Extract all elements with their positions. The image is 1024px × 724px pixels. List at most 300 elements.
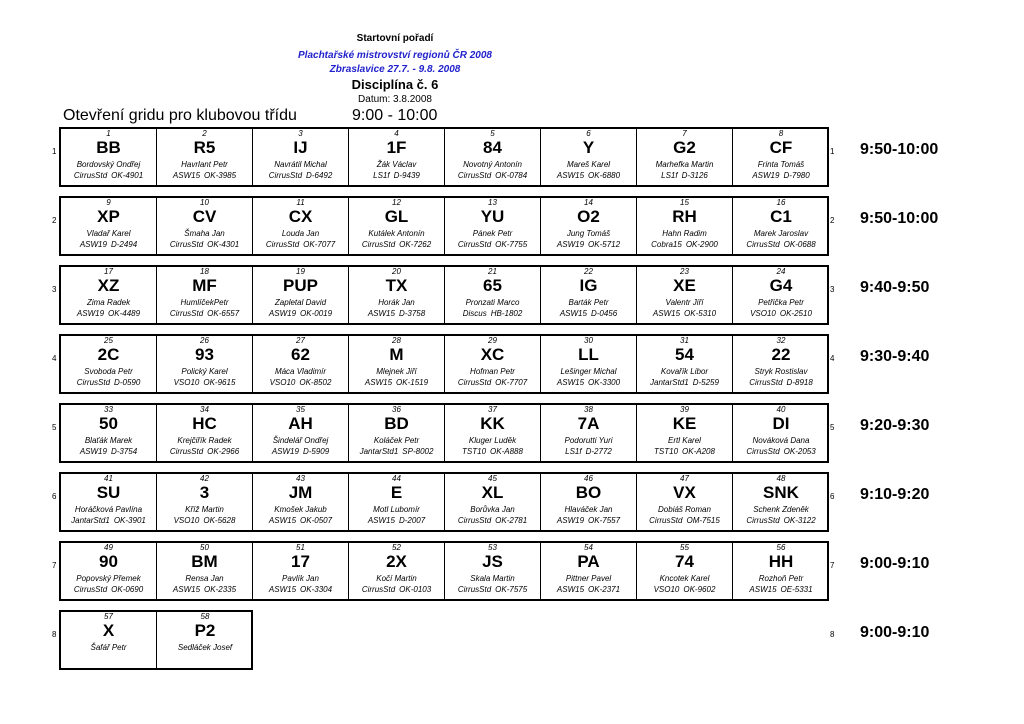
start-cell xyxy=(349,543,445,599)
pilot-name: Marhefka Martin xyxy=(655,160,714,169)
glider-registration: OK-0103 xyxy=(399,585,432,594)
glider-info xyxy=(61,447,156,456)
glider-info xyxy=(157,585,252,594)
start-number: 28 xyxy=(392,336,401,345)
document-title: Startovní pořadí xyxy=(356,33,434,44)
glider-info xyxy=(349,309,444,318)
glider-info xyxy=(637,447,732,456)
start-number: 43 xyxy=(296,474,305,483)
pilot-name: Polický Karel xyxy=(181,367,228,376)
pilot-name: Krejčiřík Radek xyxy=(177,436,232,445)
start-cell xyxy=(733,543,829,599)
start-number: 20 xyxy=(392,267,401,276)
competition-id: X xyxy=(102,621,115,640)
row-frame xyxy=(59,541,829,601)
glider-info xyxy=(541,585,636,594)
competition-id: R5 xyxy=(193,138,216,157)
glider-type: LS1f xyxy=(661,171,678,180)
glider-type: CirrusStd xyxy=(169,447,204,456)
row-number-left: 2 xyxy=(52,216,57,225)
start-number: 32 xyxy=(776,336,786,345)
start-cell xyxy=(637,198,733,254)
pilot-name: Dobiáš Roman xyxy=(658,505,711,514)
competition-id: BB xyxy=(96,138,121,157)
glider-info xyxy=(445,309,540,318)
glider-registration: OK-7557 xyxy=(588,516,621,525)
pilot-name: Máca Vladimír xyxy=(274,367,327,376)
glider-registration: OK-6880 xyxy=(588,171,621,180)
start-cell xyxy=(733,405,829,461)
start-number: 50 xyxy=(200,543,209,552)
start-number: 11 xyxy=(296,198,305,207)
competition-id: Y xyxy=(582,138,595,157)
pilot-name: Pavlík Jan xyxy=(282,574,319,583)
glider-type: CirrusStd xyxy=(746,516,780,525)
glider-registration: OE-5331 xyxy=(780,585,813,594)
pilot-name: Vladař Karel xyxy=(86,229,131,238)
glider-type: CirrusStd xyxy=(76,378,111,387)
start-cell xyxy=(253,474,349,530)
start-number: 16 xyxy=(776,198,786,207)
glider-info xyxy=(541,240,636,249)
pilot-name: Louda Jan xyxy=(281,229,320,238)
glider-type: ASW15 xyxy=(268,516,297,525)
glider-registration: OK-7262 xyxy=(399,240,432,249)
glider-registration: D-0456 xyxy=(590,309,618,318)
competition-id: IJ xyxy=(293,138,308,157)
start-cell xyxy=(733,336,829,392)
row-number-left: 5 xyxy=(52,423,57,432)
competition-id: 7A xyxy=(577,414,600,433)
pilot-name: Pittner Pavel xyxy=(565,574,612,583)
start-number: 23 xyxy=(680,267,689,276)
pilot-name: Popovský Přemek xyxy=(76,574,141,583)
glider-registration: OK-0688 xyxy=(783,240,816,249)
glider-type: VSO10 xyxy=(750,309,776,318)
competition-id: 22 xyxy=(771,345,791,364)
glider-registration: OK-2053 xyxy=(783,447,816,456)
glider-registration: OK-3122 xyxy=(783,516,816,525)
start-number: 37 xyxy=(488,405,497,414)
glider-registration: OK-2900 xyxy=(685,240,718,249)
pilot-name: Blaťák Marek xyxy=(84,436,133,445)
start-number: 5 xyxy=(490,129,495,138)
glider-registration: D-3754 xyxy=(110,447,138,456)
start-cell xyxy=(61,543,157,599)
row-number-left: 6 xyxy=(52,492,57,501)
pilot-name: Jung Tomáš xyxy=(566,229,611,238)
glider-type: Discus xyxy=(462,309,487,318)
glider-info xyxy=(157,309,252,318)
start-number: 33 xyxy=(104,405,113,414)
glider-registration: HB-1802 xyxy=(490,309,523,318)
glider-type: ASW15 xyxy=(556,171,585,180)
glider-type: ASW15 xyxy=(172,171,201,180)
start-cell xyxy=(445,267,541,323)
row-number-right: 1 xyxy=(830,147,835,156)
row-number-left: 7 xyxy=(52,561,57,570)
row-frame xyxy=(59,610,253,670)
row-number-left: 8 xyxy=(52,630,57,639)
glider-info xyxy=(349,171,444,180)
start-number: 21 xyxy=(488,267,497,276)
competition-id: E xyxy=(390,483,403,502)
glider-registration: OK-2371 xyxy=(588,585,621,594)
glider-info xyxy=(445,516,540,525)
competition-id: LL xyxy=(578,345,599,364)
start-cell xyxy=(541,405,637,461)
start-number: 27 xyxy=(296,336,305,345)
start-number: 24 xyxy=(776,267,786,276)
glider-registration: OK-2966 xyxy=(207,447,240,456)
glider-type: CirrusStd xyxy=(749,378,783,387)
competition-id: 54 xyxy=(675,345,694,364)
start-cell xyxy=(541,198,637,254)
glider-registration: OK-4489 xyxy=(108,309,141,318)
row-number-right: 5 xyxy=(830,423,835,432)
start-number: 40 xyxy=(776,405,786,414)
grid-time: 9:00 - 10:00 xyxy=(352,107,438,124)
glider-registration: OK-1519 xyxy=(396,378,429,387)
glider-type: JantarStd1 xyxy=(650,378,689,387)
competition-id: JM xyxy=(288,483,313,502)
start-cell xyxy=(61,405,157,461)
pilot-name: Skala Martin xyxy=(470,574,515,583)
glider-type: CirrusStd xyxy=(73,171,108,180)
start-cell xyxy=(349,474,445,530)
glider-info xyxy=(61,309,156,318)
competition-id: PUP xyxy=(283,276,318,295)
start-number: 46 xyxy=(584,474,593,483)
start-cell xyxy=(157,129,253,185)
competition-id: XC xyxy=(480,345,505,364)
document-date: Datum: 3.8.2008 xyxy=(358,94,432,105)
glider-registration: OK-0019 xyxy=(300,309,333,318)
competition-id: BM xyxy=(191,552,218,571)
glider-info xyxy=(541,378,636,387)
competition-id: 62 xyxy=(291,345,310,364)
start-number: 53 xyxy=(488,543,497,552)
glider-info xyxy=(349,378,444,387)
start-number: 49 xyxy=(104,543,113,552)
pilot-name: HumlíčekPetr xyxy=(180,298,229,307)
start-cell xyxy=(157,198,253,254)
glider-registration: D-7980 xyxy=(783,171,810,180)
start-cell xyxy=(445,198,541,254)
glider-registration: OK-0507 xyxy=(300,516,333,525)
row-number-right: 2 xyxy=(830,216,835,225)
competition-id: XP xyxy=(97,207,120,226)
glider-type: CirrusStd xyxy=(649,516,683,525)
glider-registration: OK-0784 xyxy=(495,171,528,180)
glider-info xyxy=(541,516,636,525)
glider-type: CirrusStd xyxy=(268,171,303,180)
glider-type: ASW15 xyxy=(367,516,395,525)
pilot-name: Sedláček Josef xyxy=(177,643,233,652)
glider-info xyxy=(157,171,252,180)
start-cell xyxy=(253,267,349,323)
row-frame xyxy=(59,472,829,532)
glider-type: TST10 xyxy=(654,447,679,456)
start-number: 12 xyxy=(392,198,401,207)
glider-registration: OK-5712 xyxy=(588,240,621,249)
pilot-name: Navrátil Michal xyxy=(274,160,327,169)
glider-type: LS1f xyxy=(565,447,582,456)
glider-type: JantarStd1 xyxy=(359,447,399,456)
glider-type: ASW15 xyxy=(268,585,297,594)
glider-info xyxy=(445,171,540,180)
glider-info xyxy=(253,309,348,318)
competition-name: Plachtařské mistrovství regionů ČR 2008 xyxy=(298,50,492,61)
glider-registration: OK-9602 xyxy=(683,585,716,594)
row-number-right: 4 xyxy=(830,354,835,363)
glider-type: ASW15 xyxy=(556,378,585,387)
glider-type: CirrusStd xyxy=(265,240,300,249)
start-number: 48 xyxy=(776,474,786,483)
start-cell xyxy=(61,336,157,392)
start-number: 38 xyxy=(584,405,593,414)
start-cell xyxy=(733,474,829,530)
competition-id: VX xyxy=(673,483,696,502)
start-cell xyxy=(541,336,637,392)
competition-id: CV xyxy=(192,207,217,226)
start-number: 34 xyxy=(200,405,209,414)
pilot-name: Rozhoň Petr xyxy=(758,574,804,583)
start-number: 41 xyxy=(104,474,113,483)
start-number: 57 xyxy=(104,612,113,621)
glider-type: CirrusStd xyxy=(457,171,492,180)
start-cell xyxy=(637,474,733,530)
glider-type: VSO10 xyxy=(653,585,680,594)
start-number: 22 xyxy=(584,267,593,276)
pilot-name: Petřička Petr xyxy=(758,298,804,307)
competition-id: 1F xyxy=(386,138,407,157)
start-cell xyxy=(157,267,253,323)
glider-registration: OM-7515 xyxy=(686,516,720,525)
competition-id: 2C xyxy=(97,345,120,364)
start-cell xyxy=(733,267,829,323)
start-cell xyxy=(541,267,637,323)
start-cell xyxy=(445,336,541,392)
competition-id: TX xyxy=(385,276,408,295)
row-frame xyxy=(59,196,829,256)
start-cell xyxy=(61,129,157,185)
time-slot: 9:20-9:30 xyxy=(860,417,930,434)
glider-type: ASW19 xyxy=(271,447,299,456)
grid-row xyxy=(0,127,1024,187)
start-number: 47 xyxy=(680,474,689,483)
pilot-name: Mlejnek Jiří xyxy=(376,367,417,376)
pilot-name: Šafář Petr xyxy=(90,643,127,652)
start-cell xyxy=(61,198,157,254)
glider-registration: OK-A208 xyxy=(682,447,715,456)
glider-type: CirrusStd xyxy=(457,585,492,594)
start-cell xyxy=(445,543,541,599)
glider-type: ASW15 xyxy=(364,378,393,387)
glider-registration: OK-2510 xyxy=(779,309,812,318)
glider-info xyxy=(61,378,156,387)
glider-type: Cobra15 xyxy=(651,240,682,249)
competition-id: GL xyxy=(384,207,409,226)
glider-info xyxy=(637,378,732,387)
competition-id: 17 xyxy=(291,552,310,571)
start-number: 56 xyxy=(776,543,786,552)
glider-info xyxy=(637,585,732,594)
pilot-name: Schenk Zdeněk xyxy=(753,505,809,514)
grid-row xyxy=(0,472,1024,532)
grid-row xyxy=(0,610,1024,670)
glider-info xyxy=(157,240,252,249)
pilot-name: Pronzati Marco xyxy=(465,298,520,307)
start-cell xyxy=(733,129,829,185)
pilot-name: Kncotek Karel xyxy=(659,574,710,583)
row-number-left: 1 xyxy=(52,147,57,156)
start-number: 2 xyxy=(202,129,207,138)
start-cell xyxy=(253,336,349,392)
pilot-name: Kluger Luděk xyxy=(468,436,517,445)
glider-info xyxy=(445,378,540,387)
pilot-name: Horák Jan xyxy=(378,298,415,307)
start-number: 15 xyxy=(680,198,689,207)
glider-registration: OK-2335 xyxy=(204,585,237,594)
start-number: 51 xyxy=(296,543,305,552)
pilot-name: Podorutti Yuri xyxy=(564,436,613,445)
competition-id: 84 xyxy=(483,138,502,157)
glider-info xyxy=(61,585,156,594)
glider-registration: OK-3901 xyxy=(113,516,146,525)
glider-type: TST10 xyxy=(462,447,487,456)
glider-registration: OK-5310 xyxy=(684,309,717,318)
competition-id: RH xyxy=(672,207,697,226)
glider-type: CirrusStd xyxy=(457,240,492,249)
row-number-right: 7 xyxy=(830,561,835,570)
glider-info xyxy=(733,309,829,318)
glider-registration: D-3758 xyxy=(398,309,426,318)
time-slot: 9:00-9:10 xyxy=(860,555,930,572)
glider-info xyxy=(253,516,348,525)
start-cell xyxy=(253,405,349,461)
start-number: 39 xyxy=(680,405,689,414)
start-cell xyxy=(61,267,157,323)
glider-type: ASW15 xyxy=(367,309,395,318)
start-number: 35 xyxy=(296,405,305,414)
glider-info xyxy=(733,171,829,180)
glider-info xyxy=(637,309,732,318)
start-number: 44 xyxy=(392,474,401,483)
glider-registration: OK-7575 xyxy=(495,585,528,594)
competition-id: SU xyxy=(96,483,121,502)
start-cell xyxy=(157,543,253,599)
grid-row xyxy=(0,196,1024,256)
glider-registration: D-6492 xyxy=(306,171,333,180)
row-number-left: 3 xyxy=(52,285,57,294)
row-number-right: 8 xyxy=(830,630,835,639)
row-frame xyxy=(59,403,829,463)
pilot-name: Zima Radek xyxy=(86,298,131,307)
start-cell xyxy=(253,543,349,599)
glider-info xyxy=(541,171,636,180)
start-cell xyxy=(349,267,445,323)
start-cell xyxy=(253,198,349,254)
start-cell xyxy=(349,198,445,254)
start-number: 26 xyxy=(200,336,209,345)
glider-registration: OK-8502 xyxy=(299,378,332,387)
pilot-name: Šindelář Ondřej xyxy=(272,436,329,445)
start-cell xyxy=(253,129,349,185)
start-cell xyxy=(541,129,637,185)
competition-id: 2X xyxy=(386,552,407,571)
start-number: 10 xyxy=(200,198,209,207)
glider-info xyxy=(253,447,348,456)
start-cell xyxy=(637,336,733,392)
start-number: 1 xyxy=(106,129,111,138)
glider-info xyxy=(637,516,732,525)
glider-info xyxy=(157,516,252,525)
row-number-left: 4 xyxy=(52,354,57,363)
start-cell xyxy=(349,405,445,461)
start-number: 31 xyxy=(680,336,689,345)
pilot-name: Žák Václav xyxy=(376,160,417,169)
pilot-name: Kočí Martin xyxy=(376,574,417,583)
glider-registration: OK-0690 xyxy=(111,585,144,594)
competition-id: M xyxy=(389,345,404,364)
glider-info xyxy=(637,240,732,249)
competition-id: CF xyxy=(769,138,793,157)
time-slot: 9:50-10:00 xyxy=(860,210,939,227)
glider-type: CirrusStd xyxy=(169,309,204,318)
competition-id: MF xyxy=(192,276,217,295)
competition-id: KE xyxy=(672,414,697,433)
competition-id: O2 xyxy=(577,207,600,226)
glider-info xyxy=(733,378,829,387)
glider-type: JantarStd1 xyxy=(71,516,110,525)
glider-registration: OK-3300 xyxy=(588,378,621,387)
start-cell xyxy=(541,543,637,599)
glider-info xyxy=(253,240,348,249)
pilot-name: Lešinger Michal xyxy=(560,367,617,376)
grid-row xyxy=(0,541,1024,601)
time-slot: 9:00-9:10 xyxy=(860,624,930,641)
row-frame xyxy=(59,265,829,325)
competition-id: XZ xyxy=(97,276,120,295)
glider-info xyxy=(349,516,444,525)
glider-type: CirrusStd xyxy=(169,240,204,249)
glider-registration: D-3126 xyxy=(681,171,708,180)
competition-dates: Zbraslavice 27.7. - 9.8. 2008 xyxy=(329,64,461,75)
start-number: 6 xyxy=(586,129,591,138)
pilot-name: Kříž Martin xyxy=(185,505,224,514)
pilot-name: Havrlant Petr xyxy=(181,160,228,169)
start-number: 45 xyxy=(488,474,497,483)
glider-type: LS1f xyxy=(373,171,390,180)
pilot-name: Kutálek Antonín xyxy=(368,229,425,238)
start-cell xyxy=(637,543,733,599)
glider-type: CirrusStd xyxy=(457,378,492,387)
start-number: 14 xyxy=(584,198,593,207)
start-cell xyxy=(349,129,445,185)
glider-info xyxy=(349,585,444,594)
glider-registration: OK-6557 xyxy=(207,309,240,318)
glider-type: ASW19 xyxy=(79,240,107,249)
start-number: 55 xyxy=(680,543,689,552)
time-slot: 9:30-9:40 xyxy=(860,348,930,365)
glider-info xyxy=(253,378,348,387)
competition-id: IG xyxy=(579,276,598,295)
glider-type: ASW19 xyxy=(76,309,105,318)
start-cell xyxy=(349,336,445,392)
pilot-name: Marek Jaroslav xyxy=(753,229,809,238)
glider-type: ASW19 xyxy=(556,240,585,249)
